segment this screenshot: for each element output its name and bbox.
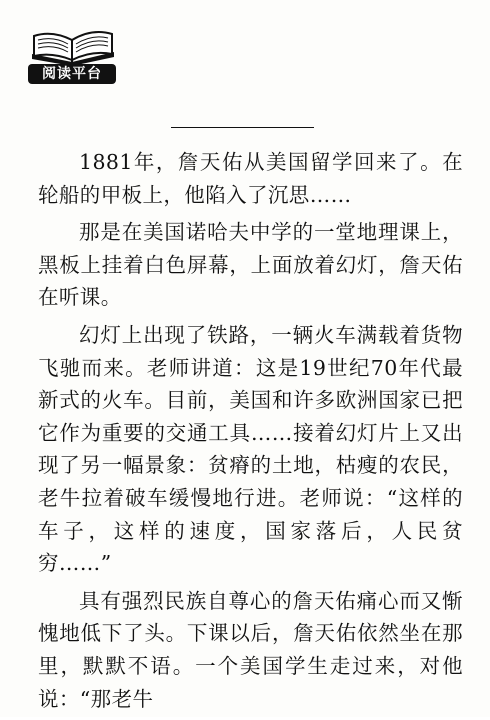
paragraph: 1881年，詹天佑从美国留学回来了。在轮船的甲板上，他陷入了沉思…… bbox=[38, 150, 463, 207]
section-divider bbox=[171, 127, 314, 128]
paragraph: 那是在美国诺哈夫中学的一堂地理课上，黑板上挂着白色屏幕，上面放着幻灯，詹天佑在听课。 bbox=[38, 220, 463, 310]
logo-label: 阅读平台 bbox=[28, 64, 116, 84]
article-body bbox=[38, 146, 463, 720]
paragraph: 幻灯上出现了铁路，一辆火车满载着货物飞驰而来。老师讲道：这是19世纪70年代最新式的火车。目前，美国和许多欧洲国家已把它作为重要的交通工具……接着幻灯片上又出现了另一幅景象：贫瘠的土地，枯瘦的农民，老牛拉着破车缓慢地行进。老师说：“这样的车子，这样的速度，国家落后，人民贫穷……” bbox=[38, 322, 463, 576]
paragraph: 具有强烈民族自尊心的詹天佑痛心而又惭愧地低下了头。下课以后，詹天佑依然坐在那里，默默不语。一个美国学生走过来，对他说：“那老牛 bbox=[38, 588, 463, 711]
reading-platform-logo bbox=[28, 26, 120, 86]
open-book-icon bbox=[28, 26, 120, 66]
